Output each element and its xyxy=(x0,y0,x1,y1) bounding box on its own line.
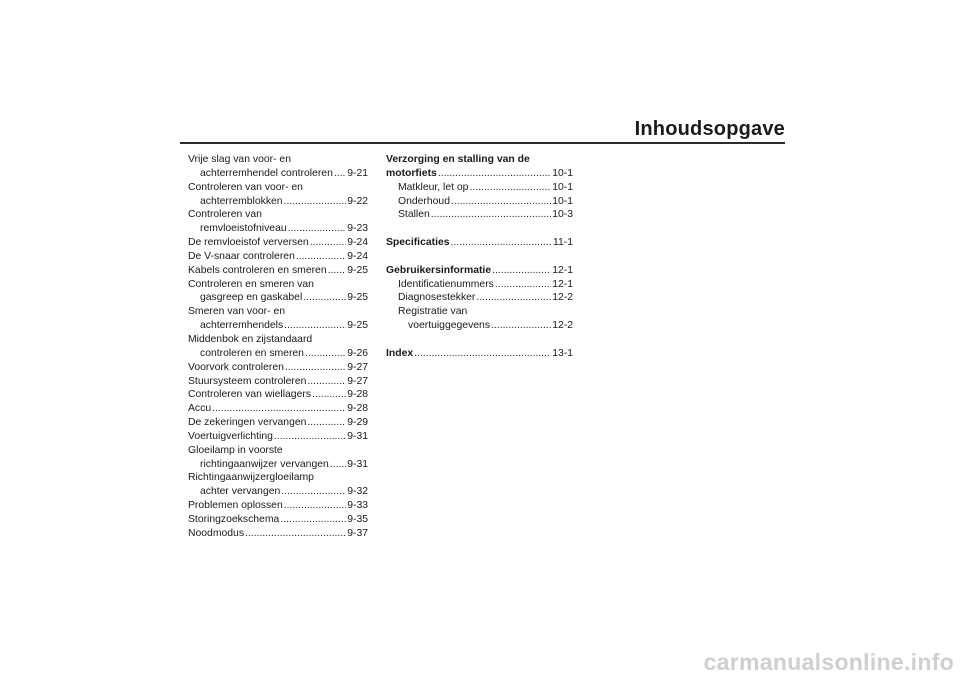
toc-leader-dots xyxy=(307,416,346,430)
toc-entry-page: 12-2 xyxy=(552,292,573,304)
toc-entry[interactable] xyxy=(188,222,368,236)
page-header xyxy=(0,118,785,141)
toc-entry[interactable] xyxy=(188,375,368,389)
toc-chapter-entry[interactable] xyxy=(386,264,573,278)
toc-entry-title: controleren en smeren xyxy=(200,347,304,359)
toc-chapter-title: Index xyxy=(386,347,414,359)
toc-entry-page: 10-1 xyxy=(552,167,573,179)
toc-entry-page: 9-25 xyxy=(347,264,368,276)
toc-leader-dots xyxy=(451,236,552,250)
toc-entry-label: Controleren van xyxy=(188,209,262,221)
spacer xyxy=(386,250,573,264)
spacer xyxy=(386,222,573,236)
toc-entry-page: 9-26 xyxy=(347,347,368,359)
toc-leader-dots xyxy=(431,208,551,222)
toc-leader-dots xyxy=(491,319,551,333)
toc-entry-page: 9-21 xyxy=(347,167,368,179)
toc-entry-page: 9-25 xyxy=(347,292,368,304)
toc-entry-title: richtingaanwijzer vervangen xyxy=(200,458,329,470)
toc-entry[interactable] xyxy=(188,499,368,513)
toc-entry-title: Stallen xyxy=(398,209,430,221)
toc-entry-page: 10-3 xyxy=(552,209,573,221)
toc-entry[interactable] xyxy=(386,319,573,333)
toc-entry-title: Storingzoekschema xyxy=(188,513,280,525)
toc-entry-title: achterremhendels xyxy=(200,320,284,332)
toc-entry-label: Controleren van voor- en xyxy=(188,181,303,193)
toc-leader-dots xyxy=(274,430,346,444)
toc-entry[interactable] xyxy=(386,195,573,209)
toc-entry-title: achterremhendel controleren xyxy=(200,167,333,179)
toc-entry-title: Stuursysteem controleren xyxy=(188,375,307,387)
toc-entry-page: 9-23 xyxy=(347,223,368,235)
page-title: Inhoudsopgave xyxy=(634,118,785,140)
toc-entry[interactable] xyxy=(386,181,573,195)
toc-chapter-heading: Verzorging en stalling van de xyxy=(386,154,530,165)
toc-entry[interactable] xyxy=(188,361,368,375)
toc-entry-label: Gloeilamp in voorste xyxy=(188,444,283,456)
toc-entry-page: 12-1 xyxy=(552,264,573,276)
toc-entry-title: De remvloeistof verversen xyxy=(188,237,309,249)
toc-leader-dots xyxy=(307,375,346,389)
toc-chapter-entry[interactable] xyxy=(386,167,573,181)
toc-entry-title: Kabels controleren en smeren xyxy=(188,264,327,276)
watermark: carmanualsonline.info xyxy=(703,649,954,675)
toc-entry-page: 9-37 xyxy=(347,527,368,539)
toc-entry[interactable] xyxy=(188,236,368,250)
spacer xyxy=(386,333,573,347)
toc-entry-page: 9-32 xyxy=(347,486,368,498)
toc-entry[interactable] xyxy=(188,250,368,264)
toc-leader-dots xyxy=(284,499,346,513)
toc-leader-dots xyxy=(414,347,551,361)
toc-entry-title: Matkleur, let op xyxy=(398,181,469,193)
toc-entry-label: Vrije slag van voor- en xyxy=(188,154,291,165)
toc-entry-title: De V-snaar controleren xyxy=(188,250,295,262)
toc-entry-page: 9-33 xyxy=(347,500,368,512)
header-rule xyxy=(180,142,785,144)
toc-leader-dots xyxy=(469,181,551,195)
toc-entry[interactable] xyxy=(188,458,368,472)
toc-entry-page: 13-1 xyxy=(552,347,573,359)
toc-entry-page: 12-2 xyxy=(552,320,573,332)
toc-leader-dots xyxy=(245,527,346,541)
toc-entry-page: 9-31 xyxy=(347,458,368,470)
toc-entry-page: 9-31 xyxy=(347,430,368,442)
toc-entry-page: 9-27 xyxy=(347,375,368,387)
toc-leader-dots xyxy=(285,361,346,375)
toc-leader-dots xyxy=(288,222,347,236)
toc-entry-title: achter vervangen xyxy=(200,486,281,498)
toc-entry[interactable] xyxy=(188,513,368,527)
toc-right-column xyxy=(386,153,573,361)
toc-leader-dots xyxy=(284,195,347,209)
toc-chapter-entry[interactable] xyxy=(386,347,573,361)
toc-entry-title: Problemen oplossen xyxy=(188,500,283,512)
toc-leader-dots xyxy=(476,291,551,305)
toc-leader-dots xyxy=(296,250,346,264)
toc-entry-title: Identificatienummers xyxy=(398,278,494,290)
toc-chapter-title: Specificaties xyxy=(386,237,450,249)
toc-entry-page: 9-22 xyxy=(347,195,368,207)
toc-leader-dots xyxy=(212,402,346,416)
toc-leader-dots xyxy=(438,167,551,181)
toc-entry[interactable] xyxy=(386,208,573,222)
toc-entry-page: 9-27 xyxy=(347,361,368,373)
toc-entry-page: 9-28 xyxy=(347,389,368,401)
toc-entry-title: Controleren van wiellagers xyxy=(188,389,312,401)
toc-entry-label: Smeren van voor- en xyxy=(188,306,286,318)
toc-entry[interactable] xyxy=(188,430,368,444)
toc-entry-title: Voorvork controleren xyxy=(188,361,284,373)
toc-left-column xyxy=(188,153,368,541)
toc-entry[interactable] xyxy=(188,402,368,416)
toc-leader-dots xyxy=(305,347,346,361)
toc-entry[interactable] xyxy=(188,527,368,541)
toc-entry-title: remvloeistofniveau xyxy=(200,223,287,235)
toc-entry-title: voertuiggegevens xyxy=(408,320,491,332)
toc-entry-title: achterremblokken xyxy=(200,195,283,207)
toc-entry-label: Controleren en smeren van xyxy=(188,278,314,290)
toc-entry[interactable] xyxy=(188,167,368,181)
toc-leader-dots xyxy=(280,513,346,527)
toc-entry[interactable] xyxy=(188,291,368,305)
toc-leader-dots xyxy=(492,264,551,278)
toc-entry-label: Richtingaanwijzergloeilamp xyxy=(188,472,314,484)
toc-chapter-title: Gebruikersinformatie xyxy=(386,264,492,276)
toc-leader-dots xyxy=(303,291,346,305)
toc-entry[interactable] xyxy=(386,291,573,305)
toc-entry[interactable] xyxy=(188,388,368,402)
toc-entry-label: Middenbok en zijstandaard xyxy=(188,333,313,345)
toc-entry[interactable] xyxy=(386,278,573,292)
toc-leader-dots xyxy=(310,236,347,250)
toc-entry-page: 9-25 xyxy=(347,320,368,332)
toc-entry-title: Noodmodus xyxy=(188,527,245,539)
toc-entry-page: 9-28 xyxy=(347,403,368,415)
toc-entry-title: Onderhoud xyxy=(398,195,450,207)
toc-entry-page: 9-24 xyxy=(347,250,368,262)
toc-leader-dots xyxy=(312,388,346,402)
toc-entry-title: Diagnosestekker xyxy=(398,292,476,304)
toc-entry[interactable] xyxy=(188,347,368,361)
toc-leader-dots xyxy=(451,195,551,209)
toc-entry-page: 11-1 xyxy=(552,237,573,249)
toc-leader-dots xyxy=(328,264,347,278)
toc-entry[interactable] xyxy=(188,485,368,499)
toc-leader-dots xyxy=(495,278,551,292)
toc-entry-page: 12-1 xyxy=(552,278,573,290)
toc-leader-dots xyxy=(284,319,346,333)
toc-entry-page: 10-1 xyxy=(552,181,573,193)
toc-entry-page: 9-24 xyxy=(347,237,368,249)
toc-chapter-title: motorfiets xyxy=(386,167,437,179)
toc-chapter-entry[interactable] xyxy=(386,236,573,250)
toc-entry[interactable] xyxy=(188,416,368,430)
toc-entry-title: Accu xyxy=(188,403,212,415)
toc-entry-title: De zekeringen vervangen xyxy=(188,417,307,429)
toc-entry-page: 9-29 xyxy=(347,417,368,429)
toc-entry-label: Registratie van xyxy=(398,306,468,318)
toc-leader-dots xyxy=(334,167,346,181)
toc-entry[interactable] xyxy=(188,195,368,209)
toc-entry-page: 10-1 xyxy=(552,195,573,207)
toc-entry-page: 9-35 xyxy=(347,513,368,525)
toc-leader-dots xyxy=(281,485,346,499)
toc-entry[interactable] xyxy=(188,319,368,333)
toc-leader-dots xyxy=(330,458,346,472)
toc-entry-title: gasgreep en gaskabel xyxy=(200,292,303,304)
toc-entry[interactable] xyxy=(188,264,368,278)
toc-entry-title: Voertuigverlichting xyxy=(188,430,273,442)
